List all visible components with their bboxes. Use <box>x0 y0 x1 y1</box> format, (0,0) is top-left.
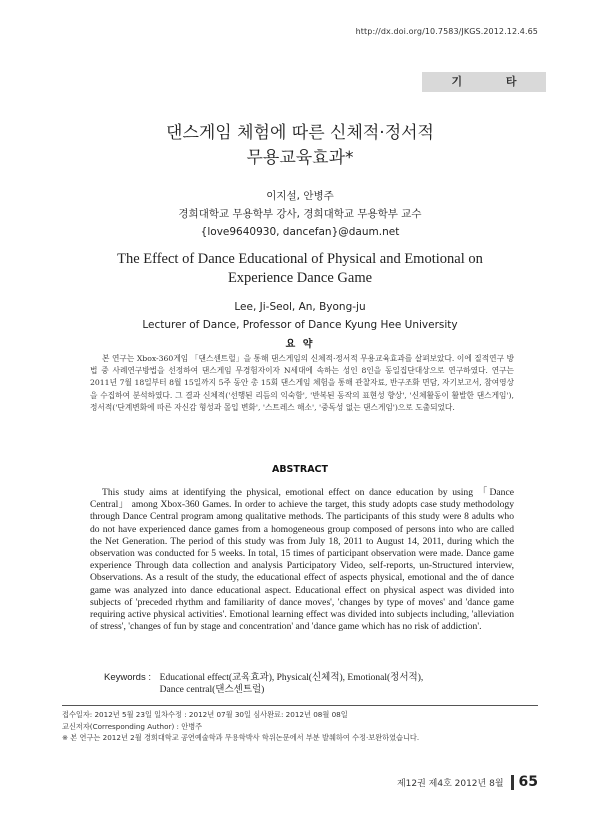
page-divider-bar <box>511 775 514 790</box>
research-note: ※ 본 연구는 2012년 2월 경희대학교 공연예술학과 무용학박사 학위논문에서 부분 발췌하여 수정·보완하였습니다. <box>62 733 420 743</box>
submission-dates: 접수일자: 2012년 5월 23일 일차수정 : 2012년 07월 30일 심사완료: 2012년 08월 08일 <box>62 710 348 719</box>
korean-title-line1: 댄스게임 체험에 따른 신체적·정서적 <box>166 123 434 143</box>
korean-abstract: 본 연구는 Xbox-360게임 「댄스센트럴」을 통해 댄스게임의 신체적·정서적 무용교육효과를 살펴보았다. 이에 질적연구 방법 중 사례연구방법을 선정하여 댄스게임 무경험자이자 N세대에 속하는 성인 8인을 동일집단대상으로 연구하였다. 연구는 2011년 7월 18일부터 8월 15일까지 5주 동안 총 15회 댄스게임 체험을 통해 관찰자료, 반구조화 면담, 자기보고서, 참여영상을 수집하여 분석하였다. 그 결과 신체적('선행된 리듬의 익숙함', '반복된 동작의 표현성 향상', '신체활동이 활발한 댄스게임'), 정서적('단계변화에 따른 자신감 형성과 몰입 변화', '스트레스 해소', '중독성 없는 댄스게임')으로 도출되었다. <box>90 354 514 412</box>
korean-abstract-heading: 요 약 <box>285 339 315 350</box>
english-title-line1: The Effect of Dance Educational of Physical and Emotional on <box>117 251 483 267</box>
english-abstract-heading: ABSTRACT <box>271 464 329 475</box>
keywords-label: Keywords : <box>104 672 154 683</box>
korean-title-line2: 무용교육효과* <box>246 148 354 168</box>
footnote-divider <box>62 705 538 706</box>
korean-author-block <box>0 187 600 241</box>
korean-authors: 이지설, 안병주 <box>266 190 334 202</box>
journal-volume: 제12권 제4호 2012년 8월 <box>396 778 504 789</box>
corresponding-author: 교신저자(Corresponding Author) : 안병주 <box>62 721 203 731</box>
english-title <box>0 250 600 288</box>
korean-title <box>0 121 600 171</box>
english-author-block <box>0 298 600 334</box>
keywords-line1: Educational effect(교육효과), Physical(신체적), Emotional(정서적), <box>159 673 424 683</box>
doi-link[interactable]: http://dx.doi.org/10.7583/JKGS.2012.12.4.65 <box>355 27 538 36</box>
keywords-values <box>154 672 424 696</box>
keywords-line2: Dance central(댄스센트럴) <box>159 685 265 695</box>
page-footer <box>397 774 538 790</box>
english-title-line2: Experience Dance Game <box>227 270 373 286</box>
korean-affiliation: 경희대학교 무용학부 강사, 경희대학교 무용학부 교수 <box>178 208 422 220</box>
category-label: 기 타 <box>422 72 546 92</box>
english-authors: Lee, Ji-Seol, An, Byong-ju <box>234 301 366 313</box>
english-affiliation: Lecturer of Dance, Professor of Dance Kyung Hee University <box>142 319 458 331</box>
author-email: {love9640930, dancefan}@daum.net <box>200 226 400 238</box>
page-number: 65 <box>518 774 538 790</box>
english-abstract: This study aims at identifying the physical, emotional effect on dance education by using 「Dance Central」 among Xbox-360 Games. In order to achieve the target, this study adopts case study methodology through Dance Central program among qualitative methods. The participants of this study were 8 adults who do not have experienced dance games from a homogeneous group composed of persons into who are called the Net Generation. The period of this study was from July 18, 2011 to August 14, 2011, during which the observation was conducted for 5 weeks. In total, 15 times of participant observation were made. Dance game experience Through data collection and analysis Participatory Video, self-reports, un-Structured interview, Observations. As a result of the study, the educational effect of aspects physical, emotional and the of dance game was analyzed into dance educational aspect. Educational effect on physical aspect was divided into subjects of 'preceded rhythm and familiarity of dance moves', 'changes by type of moves' and 'dance game requiring active physical activities'. Emotional learning effect was divided into subjects including, 'alleviation of stress', 'changes of fun by stage and concentration' and 'dance game which has no risk of addiction'. <box>90 487 514 633</box>
footnotes <box>62 709 542 744</box>
keywords <box>104 672 423 696</box>
